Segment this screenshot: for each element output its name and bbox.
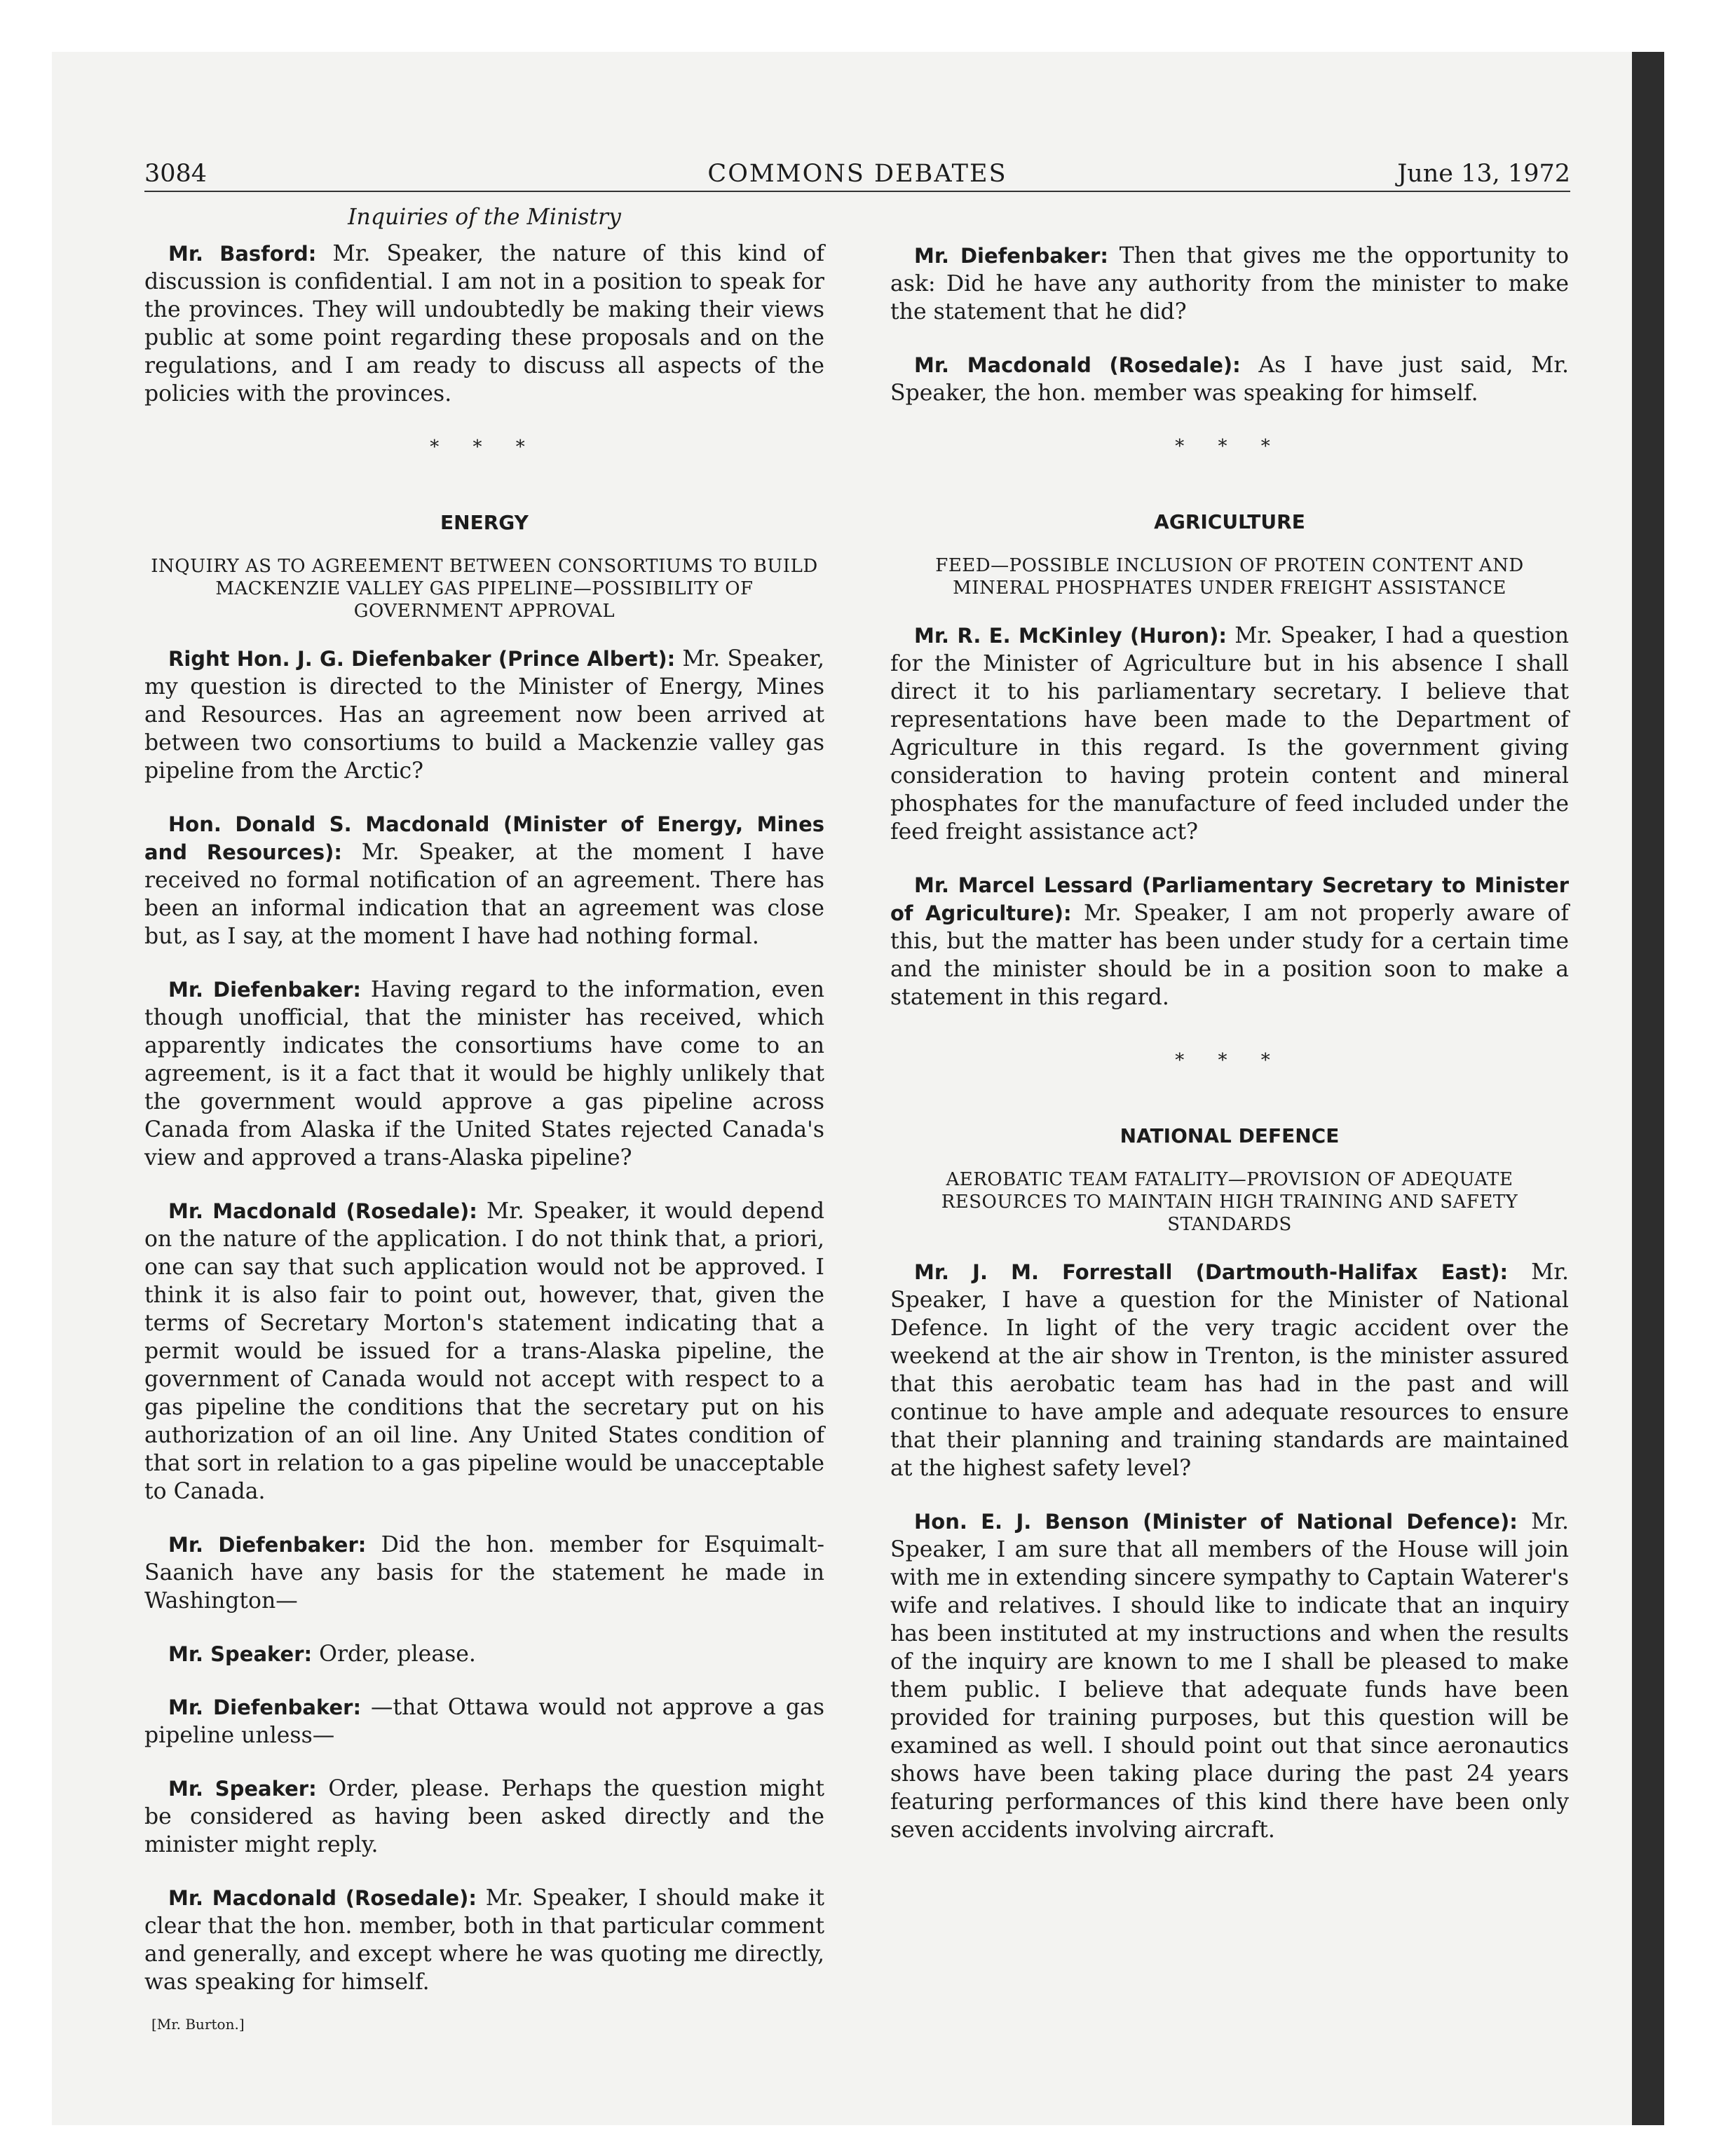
speech-text: Order, please. [319,1642,476,1667]
section-heading: ENERGY [440,511,529,534]
speech-text: Mr. Speaker, I should make it clear that the hon. member, both in that particular comment and generally, and except where he was quoting me directly, was speaking for himself. [144,1885,824,1995]
speech-paragraph [144,645,824,785]
section-separator: * * * [430,437,539,458]
speech-list [890,622,1569,1011]
speaker-name: Mr. Diefenbaker: [168,1533,367,1557]
speaker-name: Mr. Diefenbaker: [168,1696,362,1719]
speaker-name: Hon. E. J. Benson (Minister of National Defence): [914,1510,1518,1534]
speaker-name: Hon. Donald S. Macdonald (Minister of Energy, Mines and Resources): [144,812,824,864]
speaker-name: Mr. Marcel Lessard (Parliamentary Secretary to Minister of Agriculture): [890,873,1569,925]
left-column [144,203,824,2038]
scan-edge-shadow [1632,52,1664,2125]
speech-text: As I have just said, Mr. Speaker, the hon. member was speaking for himself. [890,353,1569,406]
speech-text: Mr. Speaker, the nature of this kind of discussion is confidential. I am not in a position to speak for the provinces. They will undoubtedly be making their views public at some point regarding these proposals and on the regulations, and I am ready to discuss all aspects of the policies with the provinces. [144,241,824,407]
speech-paragraph [144,1197,824,1506]
speech-paragraph [890,622,1569,846]
section-heading: AGRICULTURE [1154,510,1305,533]
header-date: June 13, 1972 [1397,160,1570,188]
footnote: [Mr. Burton.] [151,2016,245,2033]
speech-paragraph [890,242,1569,326]
speaker-name: Mr. Speaker: [168,1777,317,1801]
speech-paragraph [144,1693,824,1749]
page-header [144,156,1570,192]
speech-list [144,645,824,1996]
subject-line: AEROBATIC TEAM FATALITY—PROVISION OF ADEQUATE RESOURCES TO MAINTAIN HIGH TRAINING AND SAFETY STANDARDS [941,1169,1518,1235]
speaker-name: Mr. Macdonald (Rosedale): [914,353,1241,377]
speech-text: Mr. Speaker, my question is directed to the Minister of Energy, Mines and Resources. Has an agreement now been arrived at between two consortiums to build a Mackenzie valley gas pipeline from the Arctic? [144,646,824,784]
speech-paragraph [144,810,824,950]
speech-text: —that Ottawa would not approve a gas pipeline unless— [144,1695,824,1748]
speech-list [890,1258,1569,1844]
speaker-name: Mr. Diefenbaker: [914,244,1108,268]
section-heading: NATIONAL DEFENCE [1120,1124,1340,1147]
speaker-name: Mr. R. E. McKinley (Huron): [914,624,1227,648]
speech-text: Having regard to the information, even though unofficial, that the minister has received, which apparently indicates the consortiums have come to an agreement, is it a fact that it would be highly unlikely that the government would approve a gas pipeline across Canada from Alaska if the United States rejected Canada's view and approved a trans-Alaska pipeline? [144,977,825,1171]
speech-list [890,242,1569,407]
speech-text: Mr. Speaker, I am not properly aware of this, but the matter has been under study for a certain time and the minister should be in a position soon to make a statement in this regard. [890,901,1570,1010]
speech-text: Mr. Speaker, it would depend on the nature of the application. I do not think that, a priori, one can say that such application would not be approved. I think it is also fair to point out, however, that, given the terms of Secretary Morton's statement indicating that a permit would be issued for a trans-Alaska pipeline, the government of Canada would not accept with respect to a gas pipeline the conditions that the secretary put on his authorization of an oil line. Any United States condition of that sort in relation to a gas pipeline would be unacceptable to Canada. [144,1199,824,1504]
speech-text: Mr. Speaker, I have a question for the Minister of National Defence. In light of the very tragic accident over the weekend at the air show in Trenton, is the minister assured that this aerobatic team has had in the past and will continue to have ample and adequate resources to ensure that their planning and training standards are maintained at the highest safety level? [890,1260,1570,1481]
speech-paragraph [890,1258,1569,1482]
section-separator: * * * [1175,1050,1284,1071]
speech-paragraph [144,976,824,1172]
speech-paragraph [144,1531,824,1615]
speech-paragraph [144,1884,824,1996]
subject-line: FEED—POSSIBLE INCLUSION OF PROTEIN CONTENT AND MINERAL PHOSPHATES UNDER FREIGHT ASSISTANCE [935,555,1524,599]
speech-text: Order, please. Perhaps the question might be considered as having been asked directly and the minister might reply. [144,1776,824,1857]
speech-paragraph [144,1775,824,1859]
speaker-name: Mr. Diefenbaker: [168,978,362,1002]
speaker-name: Mr. Macdonald (Rosedale): [168,1886,477,1910]
journal-title: COMMONS DEBATES [707,160,1007,188]
speaker-name: Mr. Macdonald (Rosedale): [168,1199,477,1223]
speech-text: Did the hon. member for Esquimalt-Saanich have any basis for the statement he made in Washington— [144,1532,825,1613]
speaker-name: Mr. Speaker: [168,1642,313,1666]
section-separator: * * * [1175,436,1284,457]
speaker-name: Right Hon. J. G. Diefenbaker (Prince Albert): [168,647,676,671]
speech-text: Then that gives me the opportunity to ask: Did he have any authority from the minister to make the statement that he did? [890,243,1569,325]
subject-line: INQUIRY AS TO AGREEMENT BETWEEN CONSORTIUMS TO BUILD MACKENZIE VALLEY GAS PIPELINE—POSSIBILITY OF GOVERNMENT APPROVAL [151,556,818,622]
speech-text: Mr. Speaker, I am sure that all members of the House will join with me in extending sincere sympathy to Captain Waterer's wife and relatives. I should like to indicate that an inquiry has been instituted at my instructions and when the results of the inquiry are known to me I shall be pleased to make them public. I believe that adequate funds have been provided for training purposes, but this question will be examined as well. I should point out that since aeronautics shows have been taking place during the past 24 years featuring performances of this kind there have been only seven accidents involving aircraft. [890,1509,1569,1843]
running-section-title: Inquiries of the Ministry [348,205,621,230]
speech-paragraph [890,351,1569,407]
speaker-name: Mr. J. M. Forrestall (Dartmouth-Halifax East): [914,1260,1509,1284]
right-column [890,242,1569,1869]
speech-paragraph [144,240,824,408]
speech-paragraph [890,871,1569,1011]
speech-paragraph [890,1508,1569,1844]
speech-text: Mr. Speaker, I had a question for the Minister of Agriculture but in his absence I shall direct it to his parliamentary secretary. I believe that representations have been made to the Department of Agriculture in this regard. Is the government giving consideration to having protein content and mineral phosphates for the manufacture of feed included under the feed freight assistance act? [890,623,1570,845]
speech-text: Mr. Speaker, at the moment I have received no formal notification of an agreement. There has been an informal indication that an agreement was close but, as I say, at the moment I have had nothing formal. [144,840,824,949]
speaker-name: Mr. Basford: [168,242,317,266]
speech-paragraph [144,1640,824,1668]
page-number: 3084 [144,160,207,188]
